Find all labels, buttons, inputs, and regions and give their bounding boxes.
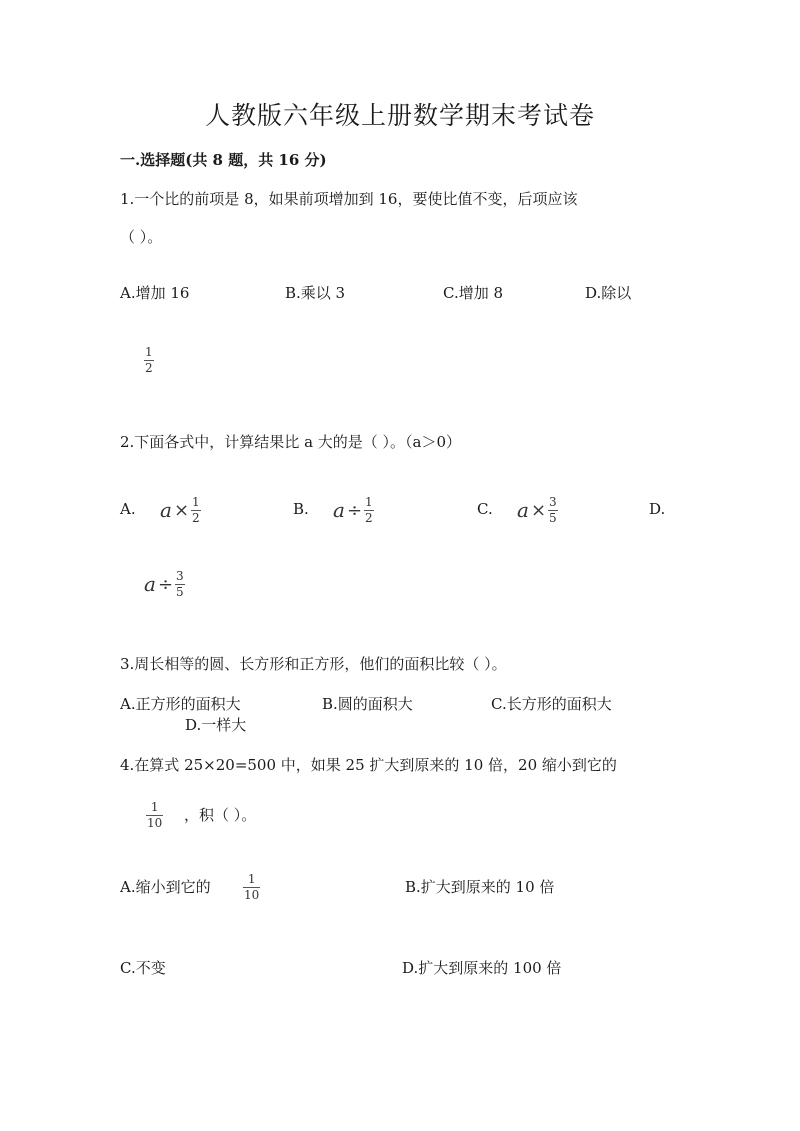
times-sign: ×: [530, 499, 547, 521]
q1-option-c[interactable]: C.增加 8: [443, 284, 504, 302]
q3-option-b[interactable]: B.圆的面积大: [322, 695, 413, 713]
q2-option-b-label[interactable]: B.: [293, 500, 309, 518]
q4-stem-fraction: [146, 801, 163, 829]
q2-option-c-label[interactable]: C.: [477, 500, 493, 518]
fraction-three-fifths: $\frac{3}{5}$: [549, 495, 557, 525]
q1-option-d[interactable]: D.除以: [585, 284, 632, 302]
fraction-three-fifths: $\frac{3}{5}$: [176, 569, 184, 599]
fraction-denominator: 10: [244, 888, 260, 902]
q3-option-d[interactable]: D.一样大: [185, 716, 247, 734]
divide-sign: ÷: [346, 499, 363, 521]
divide-sign: ÷: [157, 573, 174, 595]
variable-a: a: [160, 498, 172, 522]
q2-option-a-label[interactable]: A.: [120, 500, 136, 518]
q2-option-b-expression[interactable]: [333, 496, 374, 524]
variable-a: a: [144, 572, 156, 596]
q2-option-d-expression[interactable]: [144, 570, 185, 598]
q2-option-a-expression[interactable]: [160, 496, 201, 524]
q4-option-a[interactable]: A.缩小到它的: [120, 878, 211, 896]
fraction-denominator: 2: [145, 361, 153, 375]
page-title: 人教版六年级上册数学期末考试卷: [204, 101, 595, 130]
variable-a: a: [333, 498, 345, 522]
q2-stem: 2.下面各式中，计算结果比 a 大的是（ ）。（a＞0）: [120, 433, 462, 451]
q3-option-a[interactable]: A.正方形的面积大: [120, 695, 241, 713]
section-heading: 一.选择题(共 8 题，共 16 分): [120, 151, 327, 169]
q1-option-a[interactable]: A.增加 16: [120, 284, 190, 302]
q4-stem-tail: ，积（ ）。: [184, 806, 257, 824]
fraction-denominator: 10: [147, 816, 163, 830]
q4-option-b[interactable]: B.扩大到原来的 10 倍: [405, 878, 555, 896]
q4-option-d[interactable]: D.扩大到原来的 100 倍: [402, 959, 562, 977]
q2-option-c-expression[interactable]: [517, 496, 558, 524]
q1-option-d-fraction: [144, 346, 154, 374]
q4-option-c[interactable]: C.不变: [120, 959, 166, 977]
q4-stem: 4.在算式 25×20=500 中，如果 25 扩大到原来的 10 倍，20 缩小到它的: [120, 756, 617, 774]
q3-option-c[interactable]: C.长方形的面积大: [491, 695, 612, 713]
fraction-numerator: 1: [150, 800, 159, 814]
q2-option-d-label[interactable]: D.: [649, 500, 666, 518]
times-sign: ×: [173, 499, 190, 521]
q1-option-b[interactable]: B.乘以 3: [285, 284, 346, 302]
q3-stem: 3.周长相等的圆、长方形和正方形，他们的面积比较（ ）。: [120, 655, 507, 673]
fraction-numerator: 1: [247, 872, 256, 886]
q1-stem: 1.一个比的前项是 8，如果前项增加到 16，要使比值不变，后项应该: [120, 190, 578, 208]
fraction-numerator: 1: [145, 345, 153, 359]
q1-stem-blank: （ ）。: [120, 228, 163, 246]
fraction-one-half: $\frac{1}{2}$: [192, 495, 200, 525]
q4-option-a-fraction: [243, 873, 260, 901]
variable-a: a: [517, 498, 529, 522]
fraction-one-half: $\frac{1}{2}$: [365, 495, 373, 525]
